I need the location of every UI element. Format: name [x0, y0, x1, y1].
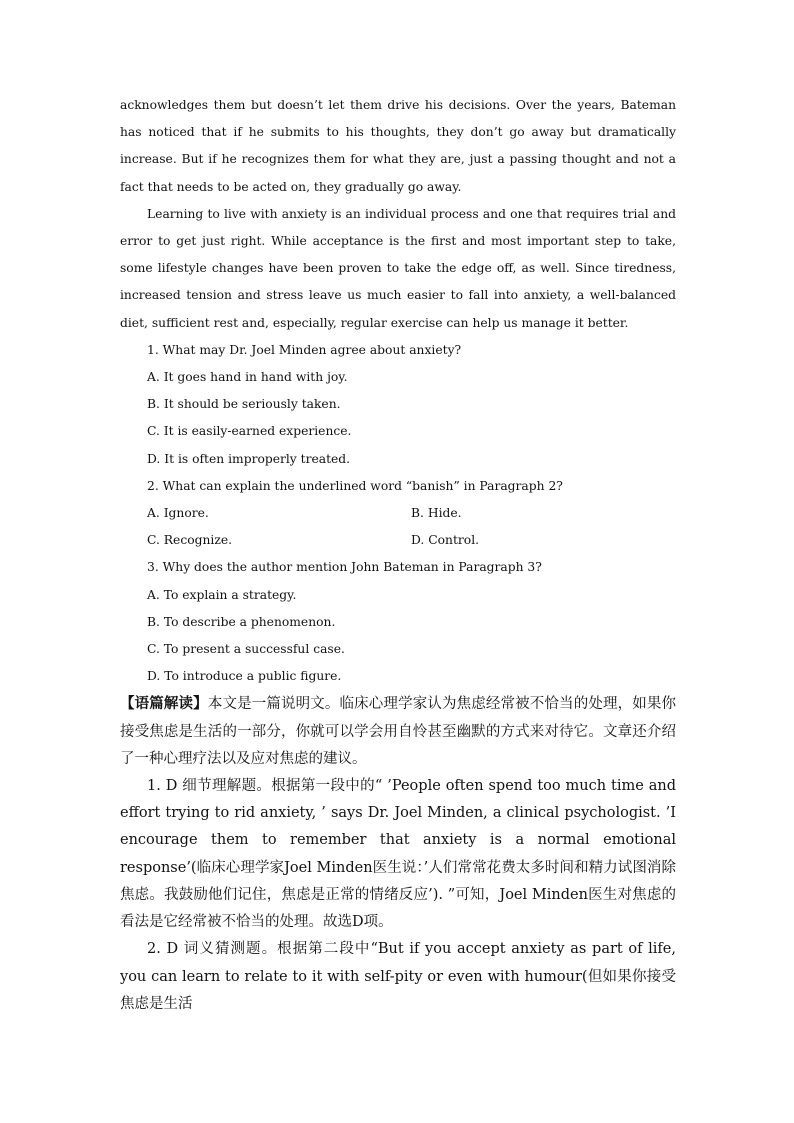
question-stem: 1. What may Dr. Joel Minden agree about anxiety?	[147, 342, 462, 357]
question-option: A. It goes hand in hand with joy.	[147, 370, 348, 385]
question-option: C. Recognize.	[147, 533, 233, 548]
question-option: B. It should be seriously taken.	[147, 397, 341, 412]
question-option: A. Ignore.	[147, 506, 209, 521]
passage-paragraph: acknowledges them but doesn’t let them drive his decisions. Over the years, Bateman has noticed that if he submits to his thoughts, they don’t go away but dramatically increase. But if he recognizes them for what they are, just a passing thought and not a fact that needs to be acted on, they gradually go away.	[120, 98, 676, 194]
analysis-summary	[120, 690, 676, 773]
analysis-summary-text: 本文是一篇说明文。临床心理学家认为焦虑经常被不恰当的处理，如果你接受焦虑是生活的一部分，你就可以学会用自怜甚至幽默的方式来对待它。文章还介绍了一种心理疗法以及应对焦虑的建议。	[120, 696, 676, 767]
document-content	[120, 92, 676, 1018]
analysis-heading: 【语篇解读】	[120, 695, 208, 713]
question-stem: 2. What can explain the underlined word “banish” in Paragraph 2?	[147, 478, 563, 493]
passage-paragraph: Learning to live with anxiety is an individual process and one that requires trial and error to get just right. While acceptance is the first and most important step to take, some lifestyle changes have been proven to take the edge off, as well. Since tiredness, increased tension and stress leave us much easier to fall into anxiety, a well-balanced diet, sufficient rest and, especially, regular exercise can help us manage it better.	[120, 206, 676, 330]
question-option: C. It is easily-earned experience.	[147, 424, 352, 439]
option-row	[120, 500, 676, 527]
answer-explanation-1: 1. D 细节理解题。根据第一段中的“ ’People often spend too much time and effort trying to rid anxiety, ’ says Dr. Joel Minden, a clinical psychologist. ’I encourage them to remember that anxiety is a normal emotional response’(临床心理学家Joel Minden医生说：’人们常常花费太多时间和精力试图消除焦虑。我鼓励他们记住，焦虑是正常的情绪反应’). ”可知，Joel Minden医生对焦虑的看法是它经常被不恰当的处理。故选D项。	[120, 778, 676, 931]
question-option: A. To explain a strategy.	[147, 587, 297, 602]
question-stem: 3. Why does the author mention John Bateman in Paragraph 3?	[147, 560, 542, 575]
answer-explanation-2: 2. D 词义猜测题。根据第二段中“But if you accept anxiety as part of life, you can learn to relate to it with self-pity or even with humour(但如果你接受焦虑是生活	[120, 941, 676, 1012]
question-option: B. Hide.	[411, 506, 462, 521]
question-option: C. To present a successful case.	[147, 642, 345, 657]
option-row	[120, 527, 676, 554]
question-option: D. Control.	[411, 533, 480, 548]
question-option: D. To introduce a public figure.	[147, 669, 342, 684]
question-option: D. It is often improperly treated.	[147, 451, 351, 466]
question-option: B. To describe a phenomenon.	[147, 614, 336, 629]
